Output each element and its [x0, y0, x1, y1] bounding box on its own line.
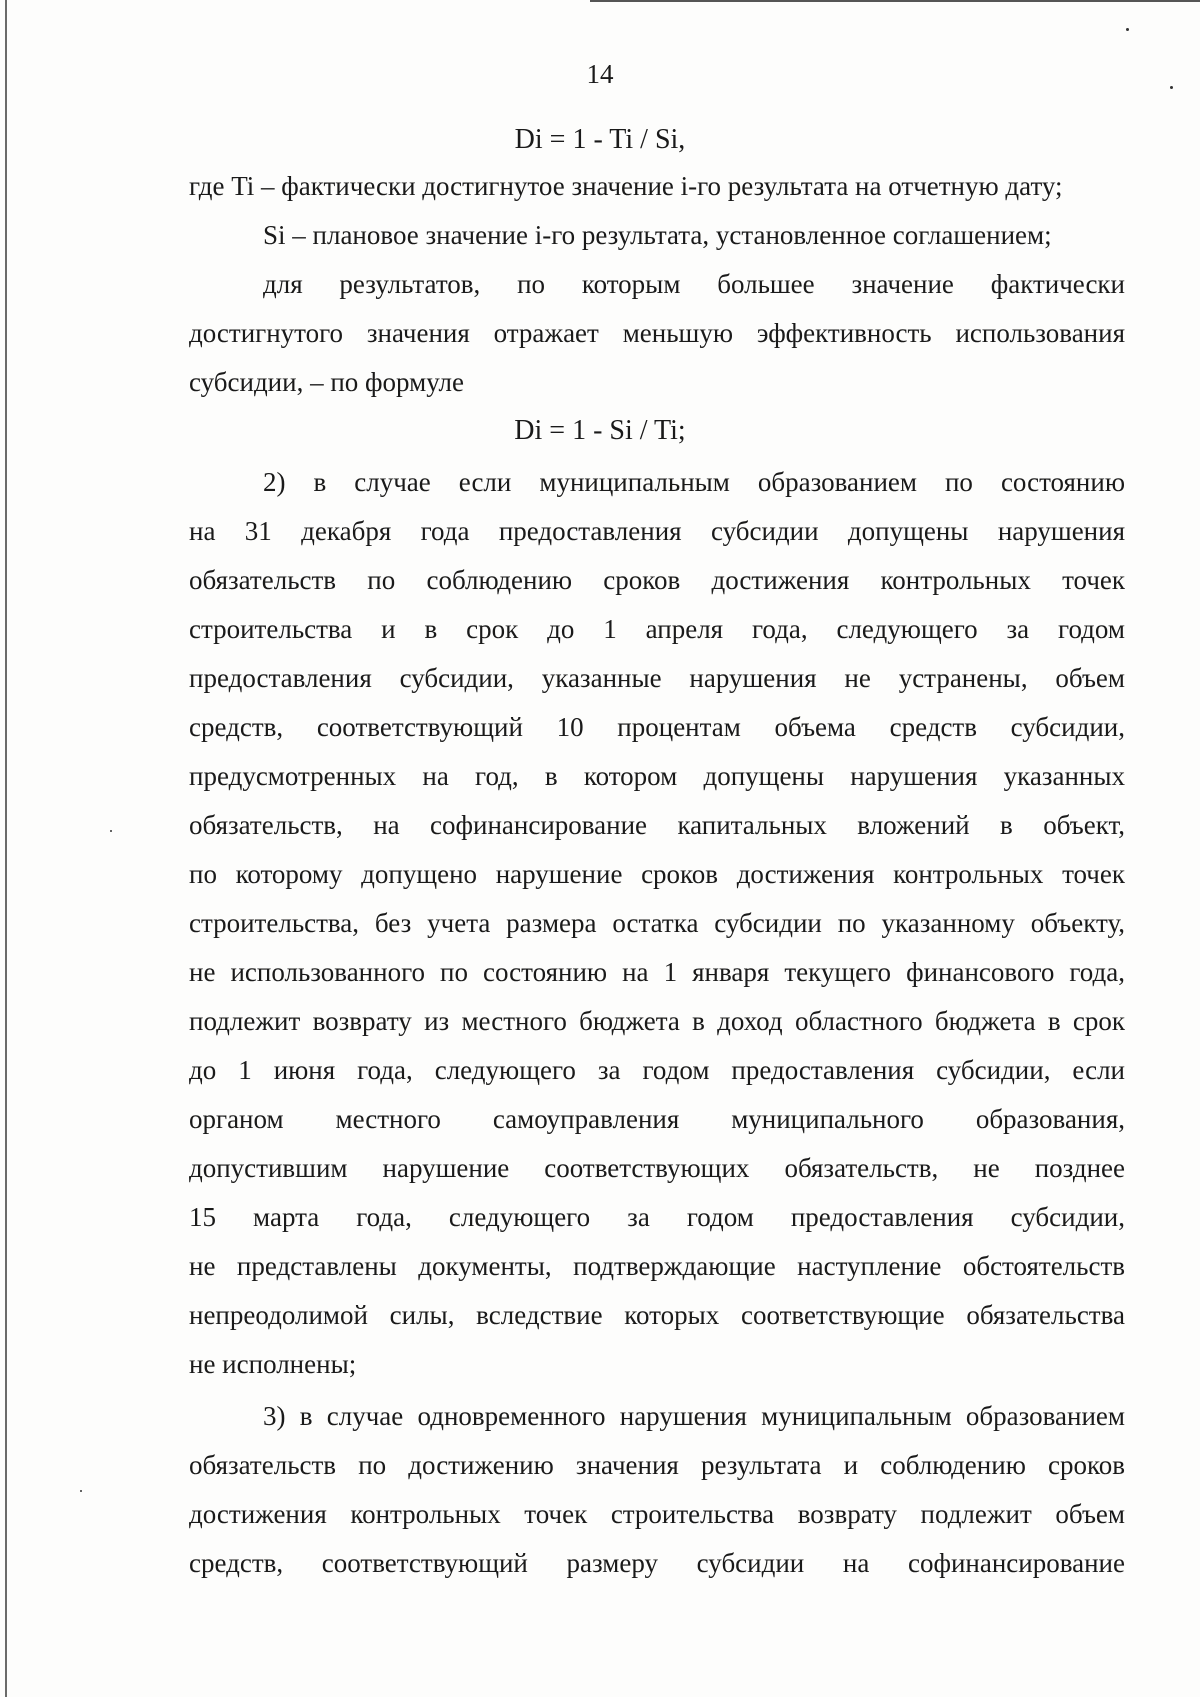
formula-di-si-ti: Di = 1 - Si / Ti;	[514, 415, 686, 446]
text-line: до 1 июня года, следующего за годом предоставления субсидии, если	[189, 1055, 1125, 1085]
text-line: достижения контрольных точек строительства возврату подлежит объем	[189, 1499, 1125, 1529]
text-line: субсидии, – по формуле	[189, 367, 464, 397]
text-line: средств, соответствующий 10 процентам объема средств субсидии,	[189, 712, 1125, 742]
text-line: непреодолимой силы, вследствие которых соответствующие обязательства	[189, 1300, 1125, 1330]
text-line: 3) в случае одновременного нарушения муниципальным образованием	[263, 1401, 1125, 1431]
text-line: строительства и в срок до 1 апреля года, следующего за годом	[189, 614, 1125, 644]
text-line: предусмотренных на год, в котором допущены нарушения указанных	[189, 761, 1125, 791]
text-line: органом местного самоуправления муниципального образования,	[189, 1104, 1125, 1134]
scan-speck	[110, 830, 112, 832]
text-line: не использованного по состоянию на 1 января текущего финансового года,	[189, 957, 1125, 987]
page-number: 14	[586, 59, 614, 89]
formula-di-ti-si: Di = 1 - Ti / Si,	[514, 124, 686, 155]
text-line: где Ti – фактически достигнутое значение i-го результата на отчетную дату;	[189, 171, 1063, 201]
text-line: по которому допущено нарушение сроков достижения контрольных точек	[189, 859, 1125, 889]
text-line: подлежит возврату из местного бюджета в доход областного бюджета в срок	[189, 1006, 1125, 1036]
text-line: строительства, без учета размера остатка субсидии по указанному объекту,	[189, 908, 1125, 938]
text-line: на 31 декабря года предоставления субсидии допущены нарушения	[189, 516, 1125, 546]
text-line: 15 марта года, следующего за годом предоставления субсидии,	[189, 1202, 1125, 1232]
text-line: не представлены документы, подтверждающие наступление обстоятельств	[189, 1251, 1125, 1281]
scan-speck	[1126, 28, 1129, 31]
text-line: для результатов, по которым большее значение фактически	[263, 269, 1125, 299]
text-line: предоставления субсидии, указанные нарушения не устранены, объем	[189, 663, 1125, 693]
text-line: допустившим нарушение соответствующих обязательств, не позднее	[189, 1153, 1125, 1183]
text-line: обязательств, на софинансирование капитальных вложений в объект,	[189, 810, 1125, 840]
text-line: не исполнены;	[189, 1349, 357, 1379]
text-line: обязательств по соблюдению сроков достижения контрольных точек	[189, 565, 1125, 595]
scan-speck	[80, 1490, 82, 1492]
text-line: обязательств по достижению значения результата и соблюдению сроков	[189, 1450, 1125, 1480]
text-line: средств, соответствующий размеру субсидии на софинансирование	[189, 1548, 1125, 1578]
text-line: достигнутого значения отражает меньшую эффективность использования	[189, 318, 1125, 348]
text-line: 2) в случае если муниципальным образованием по состоянию	[263, 467, 1125, 497]
scan-left-edge	[5, 0, 7, 1697]
text-line: Si – плановое значение i-го результата, установленное соглашением;	[263, 220, 1052, 250]
scan-top-edge	[590, 0, 1200, 2]
